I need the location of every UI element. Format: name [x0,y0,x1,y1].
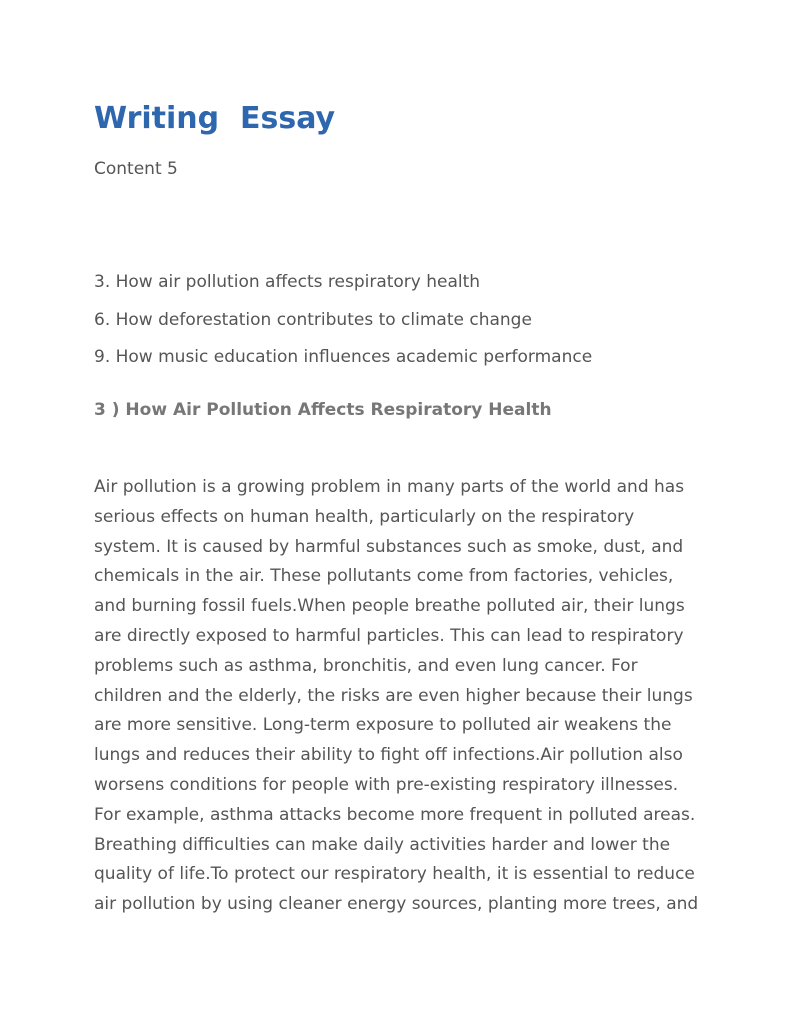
essay-line: are more sensitive. Long-term exposure to polluted air weakens the [94,715,672,736]
topic-item: 6. How deforestation contributes to climate change [94,309,532,330]
essay-line: and burning fossil fuels.When people breathe polluted air, their lungs [94,596,685,617]
essay-line: Breathing difficulties can make daily activities harder and lower the [94,834,671,855]
essay-line: problems such as asthma, bronchitis, and even lung cancer. For [94,655,638,676]
essay-line: serious effects on human health, particularly on the respiratory [94,506,635,527]
essay-line: chemicals in the air. These pollutants come from factories, vehicles, [94,566,674,587]
essay-line: children and the elderly, the risks are even higher because their lungs [94,685,693,706]
essay-line: For example, asthma attacks become more frequent in polluted areas. [94,804,696,825]
essay-line: Air pollution is a growing problem in many parts of the world and has [94,477,685,497]
document-title: Writing Essay [94,101,336,136]
section-heading: 3 ) How Air Pollution Affects Respiratory Health [94,400,552,420]
essay-line: quality of life.To protect our respiratory health, it is essential to reduce [94,864,695,885]
essay-body [94,473,698,920]
essay-line: worsens conditions for people with pre-existing respiratory illnesses. [94,774,679,795]
essay-line: air pollution by using cleaner energy sources, planting more trees, and [94,894,699,915]
essay-line: are directly exposed to harmful particles. This can lead to respiratory [94,625,684,646]
topic-list [94,270,592,383]
document-subtitle: Content 5 [94,159,178,179]
topic-item: 3. How air pollution affects respiratory health [94,272,481,292]
essay-line: system. It is caused by harmful substances such as smoke, dust, and [94,536,684,557]
essay-line: lungs and reduces their ability to fight off infections.Air pollution also [94,745,683,766]
topic-item: 9. How music education influences academic performance [94,347,593,367]
